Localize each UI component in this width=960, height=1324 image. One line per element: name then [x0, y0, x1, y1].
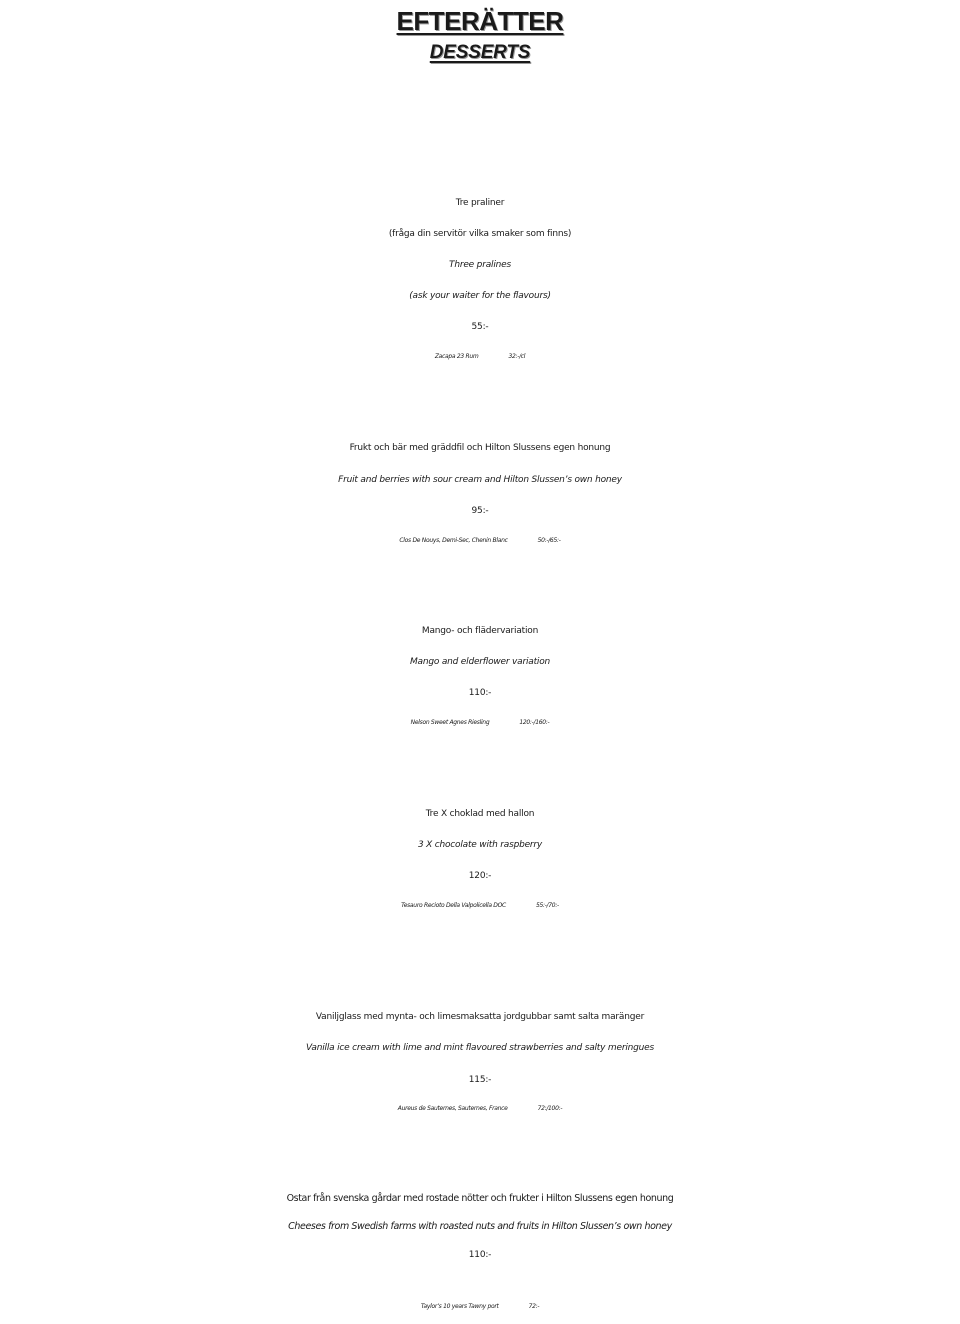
- dessert-price: 110:-: [468, 1250, 492, 1260]
- menu-title-english: DESSERTS: [429, 42, 531, 63]
- dessert-name-swedish: Vaniljglass med mynta- och limesmaksatta jordgubbar samt salta maränger: [315, 1012, 645, 1022]
- dessert-name-swedish: Frukt och bär med gräddfil och Hilton Slussens egen honung: [349, 443, 611, 453]
- wine-pairing: [0, 1304, 960, 1310]
- dessert-name-english: 3 X chocolate with raspberry: [417, 840, 543, 850]
- dessert-price: 110:-: [468, 688, 492, 698]
- dessert-name-english: Cheeses from Swedish farms with roasted nuts and fruits in Hilton Slussen’s own honey: [288, 1221, 672, 1232]
- wine-price: 32:-/cl: [508, 353, 526, 360]
- dessert-name-english: Mango and elderflower variation: [409, 657, 551, 667]
- wine-pairing: [0, 903, 960, 909]
- wine-pairing: [0, 1106, 960, 1112]
- wine-name: Taylor’s 10 years Tawny port: [420, 1303, 499, 1310]
- wine-price: 55:-/70:-: [535, 902, 559, 909]
- wine-pairing: [0, 354, 960, 360]
- dessert-price: 115:-: [468, 1075, 492, 1085]
- wine-name: Aureus de Sauternes, Sauternes, France: [397, 1105, 508, 1112]
- wine-name: Clos De Nouys, Demi-Sec, Chenin Blanc: [399, 537, 508, 544]
- wine-price: 72:-: [528, 1303, 540, 1310]
- wine-name: Zacapa 23 Rum: [434, 353, 479, 360]
- dessert-price: 95:-: [471, 506, 489, 516]
- menu-title-swedish: EFTERÄTTER: [396, 6, 564, 36]
- dessert-note-swedish: (fråga din servitör vilka smaker som finns): [388, 229, 572, 239]
- wine-price: 120:-/160:-: [519, 719, 550, 726]
- wine-pairing: [0, 538, 960, 544]
- dessert-name-english: Vanilla ice cream with lime and mint flavoured strawberries and salty meringues: [306, 1043, 654, 1053]
- wine-pairing: [0, 720, 960, 726]
- wine-price: 72:/100:-: [537, 1105, 563, 1112]
- wine-name: Nelson Sweet Agnes Riesling: [410, 719, 490, 726]
- dessert-name-swedish: Ostar från svenska gårdar med rostade nötter och frukter i Hilton Slussens egen honung: [286, 1193, 674, 1204]
- dessert-note-english: (ask your waiter for the flavours): [409, 291, 551, 301]
- dessert-name-swedish: Tre praliner: [455, 198, 505, 208]
- dessert-price: 55:-: [471, 322, 489, 332]
- wine-price: 50:-/65:-: [537, 537, 561, 544]
- wine-name: Tesauro Recioto Della Valpolicella DOC: [401, 902, 506, 909]
- dessert-name-english: Fruit and berries with sour cream and Hilton Slussen’s own honey: [338, 475, 622, 485]
- dessert-name-english: Three pralines: [449, 260, 511, 270]
- dessert-price: 120:-: [468, 871, 492, 881]
- dessert-name-swedish: Mango- och flädervariation: [421, 626, 539, 636]
- dessert-name-swedish: Tre X choklad med hallon: [425, 809, 535, 819]
